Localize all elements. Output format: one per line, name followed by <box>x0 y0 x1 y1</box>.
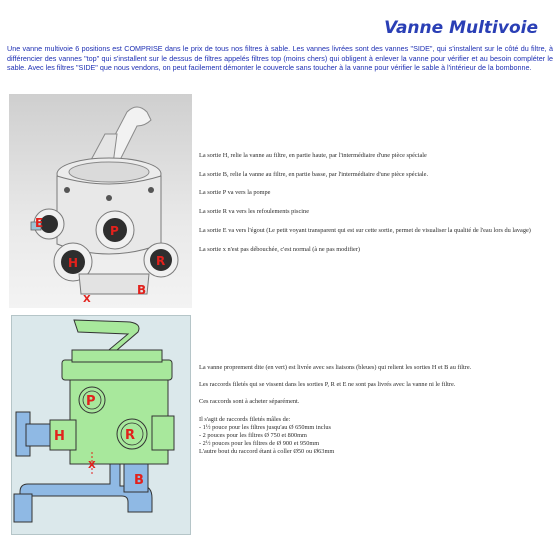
fitting-size-list <box>199 424 499 457</box>
outlet-b: La sortie B, relie la vanne au filtre, en partie basse, par l'intermédiaire d'une pièce spéciale. <box>199 170 429 178</box>
outlet-p: La sortie P va vers la pompe <box>199 189 271 197</box>
details-paragraph-4: Il s'agit de raccords filetés mâles de: <box>199 415 291 423</box>
fitting-size-item: L'autre bout du raccord étant à coller Ø50 ou Ø63mm <box>199 448 335 456</box>
photo-label-p: P <box>110 224 119 238</box>
outlet-list <box>199 152 539 264</box>
diagram-label-b: B <box>134 473 144 488</box>
photo-label-e: E <box>35 216 44 230</box>
photo-label-x: X <box>83 294 91 305</box>
fitting-size-item: - 2½ pouces pour les filtres de Ø 900 et 950mm <box>199 440 320 448</box>
outlet-h: La sortie H, relie la vanne au filtre, en partie haute, par l'intermédiaire d'une pièce spéciale <box>199 152 427 159</box>
diagram-label-x: X <box>88 460 96 471</box>
outlet-e: La sortie E va vers l'égout (Le petit voyant transparent qui est sur cette sortie, permet de visualiser la qualité de l'eau lors du lavage) <box>199 226 531 234</box>
details-paragraph-1: La vanne proprement dite (en vert) est livrée avec ses liaisons (bleues) qui relient les sorties H et B au filtre. <box>199 364 472 371</box>
page-title: Vanne Multivoie <box>384 18 538 38</box>
details-paragraph-3: Ces raccords sont à acheter séparément. <box>199 398 300 406</box>
diagram-label-r: R <box>125 428 136 443</box>
photo-label-h: H <box>68 256 79 270</box>
outlet-r: La sortie R va vers les refoulements piscine <box>199 208 309 216</box>
valve-photo <box>9 94 192 308</box>
valve-diagram-drawing <box>12 316 190 534</box>
valve-diagram <box>11 315 191 535</box>
outlet-x: La sortie x n'est pas débouchée, c'est normal (à ne pas modifier) <box>199 245 361 253</box>
photo-label-r: R <box>156 254 166 268</box>
fitting-size-item: - 1½ pouce pour les filtres jusqu'au Ø 650mm inclus <box>199 423 331 431</box>
photo-label-b: B <box>137 283 147 297</box>
diagram-label-h: H <box>54 429 65 444</box>
details-paragraph-2: Les raccords filetés qui se vissent dans les sorties P, R et E ne sont pas livrés avec la vanne ni le filtre. <box>199 381 456 389</box>
diagram-label-p: P <box>86 394 96 409</box>
intro-paragraph: Une vanne multivoie 6 positions est COMPRISE dans le prix de tous nos filtres à sable. Les vannes livrées sont des vannes "SIDE", qui s'installent sur le côté du filtre, à différencier des vannes "top" qui s'installent sur le dessus de filtres appelés filtres top (moins chers) qui obligent à enlever la vanne pour vérifier et au besoin compléter le sable. Avec les filtres "SIDE" que nous vendons, on peut facilement démonter le couvercle sans toucher à la vanne pour vérifier le sable à l'intérieur de la bombonne. <box>7 44 553 73</box>
valve-photo-drawing <box>9 94 192 308</box>
valve-details <box>199 364 499 457</box>
fitting-size-item: - 2 pouces pour les filtres Ø 750 et 800mm <box>199 432 307 440</box>
